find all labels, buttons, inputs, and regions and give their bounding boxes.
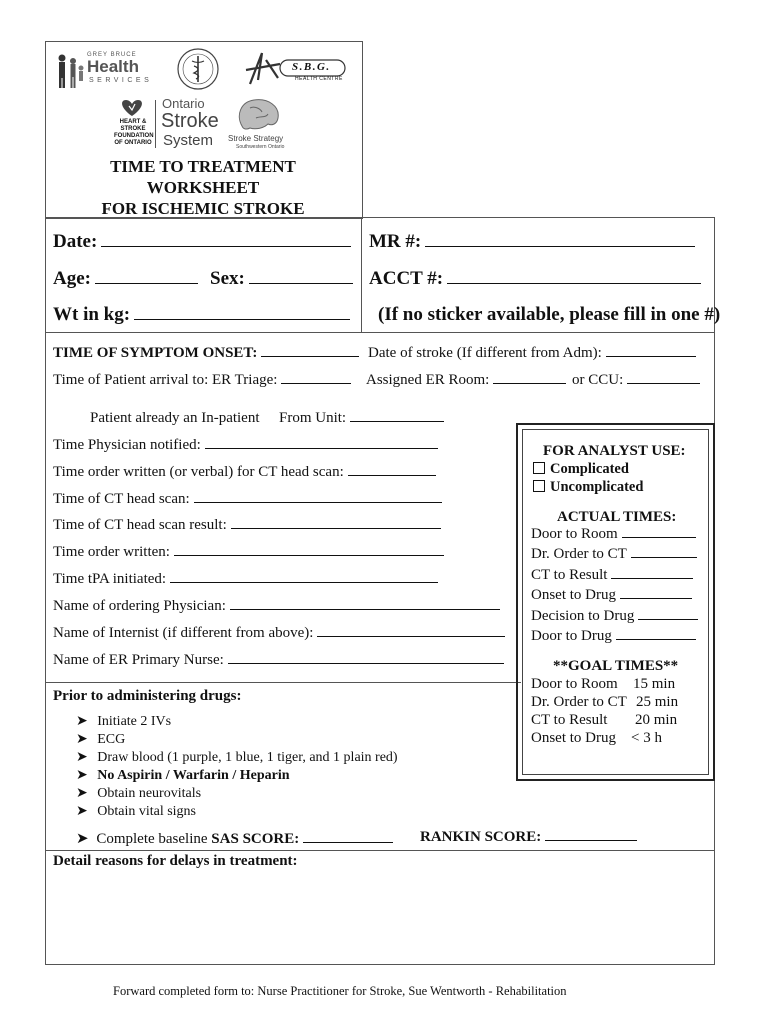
weight-field[interactable] [53,304,350,326]
age-field[interactable] [53,268,198,290]
goal-row [531,730,701,747]
family-silhouette-icon [55,52,85,90]
rankin-score-field[interactable] [420,829,637,846]
form-title [45,156,361,219]
time-order-ct-field[interactable] [53,464,436,481]
stroke-strategy-logo [228,96,300,152]
greybruce-services: SERVICES [89,77,153,84]
time-label: Name of ER Primary Nurse: [53,652,224,668]
actual-label: CT to Result [531,567,608,583]
strategy-label: Stroke Strategy [228,134,284,143]
actual-label: Onset to Drug [531,587,616,603]
checkbox-icon[interactable] [533,462,545,474]
ccu-field[interactable] [572,372,700,389]
sas-score-label: SAS SCORE: [211,831,300,847]
footer-note: Forward completed form to: Nurse Practitioner for Stroke, Sue Wentworth - Rehabilitation [113,984,567,998]
time-label: Name of ordering Physician: [53,598,226,614]
time-ct-scan-field[interactable] [53,491,442,508]
caduceus-seal-icon [176,47,220,91]
actual-label: Decision to Drug [531,608,635,624]
arrow-bullet-icon: ➤ [76,804,88,819]
sticker-note: (If no sticker available, please fill in one #) [378,304,721,325]
strategy-sub: Southwestern Ontario [236,144,285,150]
grey-bruce-logo [55,50,165,90]
checklist-item [76,749,398,766]
assigned-room-label: Assigned ER Room: [366,372,490,388]
actual-decision-to-drug[interactable] [531,608,698,625]
checklist-item [76,731,125,748]
title-line-1: TIME TO TREATMENT [110,157,296,176]
actual-label: Dr. Order to CT [531,546,627,562]
goal-row [531,694,701,711]
goal-label: CT to Result [531,712,608,728]
ccu-label: or CCU: [572,372,624,388]
ontario-label: Ontario [162,96,205,111]
analyst-title: FOR ANALYST USE: [543,443,686,459]
greybruce-small: GREY BRUCE [87,52,137,58]
heart-icon [112,98,152,118]
goal-times-title: **GOAL TIMES** [553,658,679,674]
checklist-item [76,785,201,802]
arrow-bullet-icon: ➤ [76,768,88,783]
checklist-text: Obtain vital signs [97,804,197,819]
er-nurse-field[interactable] [53,652,504,669]
acct-number-field[interactable] [369,268,701,290]
from-unit-label: From Unit: [279,410,347,426]
goal-row [531,712,701,729]
assigned-room-field[interactable] [366,372,566,389]
ontario-stroke-system-logo [155,96,223,152]
checkbox-icon[interactable] [533,480,545,492]
goal-value: 15 min [633,676,676,692]
arrival-label: Time of Patient arrival to: ER Triage: [53,372,278,388]
date-of-stroke-label: Date of stroke (If different from Adm): [368,345,602,361]
uncomplicated-label: Uncomplicated [550,479,644,495]
time-label: Time order written (or verbal) for CT head scan: [53,464,344,480]
section-divider-delays [45,850,714,851]
hsbg-sub: HEALTH CENTRE [295,76,343,82]
goal-value: 25 min [636,694,679,710]
greybruce-health: Health [87,57,139,76]
divider-line [155,100,156,148]
mr-label: MR #: [369,231,422,252]
arrow-bullet-icon: ➤ [76,714,88,729]
checklist-text: No Aspirin / Warfarin / Heparin [97,768,290,783]
checklist-text: Initiate 2 IVs [97,714,172,729]
goal-value: 20 min [635,712,678,728]
arrow-bullet-icon: ➤ [76,732,88,747]
time-label: Time Physician notified: [53,437,201,453]
patient-divider [361,217,362,332]
stroke-label: Stroke [161,110,219,132]
brain-icon [234,96,284,136]
arrow-bullet-icon: ➤ [76,831,89,847]
arrow-bullet-icon: ➤ [76,786,88,801]
checklist-text: Obtain neurovitals [97,786,202,801]
sex-field[interactable] [210,268,353,290]
mr-number-field[interactable] [369,231,695,253]
complicated-checkbox[interactable] [533,461,629,478]
section-divider-top [45,332,714,333]
actual-label: Door to Drug [531,628,612,644]
uncomplicated-checkbox[interactable] [533,479,643,496]
title-line-2: WORKSHEET [146,178,260,197]
delays-textarea[interactable] [50,875,710,959]
baseline-score-row[interactable] [76,829,393,848]
weight-label: Wt in kg: [53,304,131,325]
checklist-item [76,767,290,784]
complicated-label: Complicated [550,461,629,477]
date-field[interactable] [53,231,351,253]
title-line-3: FOR ISCHEMIC STROKE [101,199,305,218]
hsbg-logo [240,50,350,86]
rankin-score-label: RANKIN SCORE: [420,829,542,845]
hospital-seal-logo [176,47,220,91]
date-of-stroke-field[interactable] [368,345,696,362]
goal-value: < 3 h [631,730,662,746]
goal-label: Dr. Order to CT [531,694,627,710]
inpatient-label: Patient already an In-patient [90,410,260,426]
checklist-text: ECG [97,732,126,747]
internist-field[interactable] [53,625,505,642]
system-label: System [163,132,214,149]
actual-onset-to-drug[interactable] [531,587,692,604]
actual-ct-to-result[interactable] [531,567,693,584]
goal-row [531,676,701,693]
age-label: Age: [53,268,91,289]
time-label: Time of CT head scan: [53,491,190,507]
actual-label: Door to Room [531,526,618,542]
section-divider-prior [45,682,521,683]
actual-door-to-room[interactable] [531,526,696,543]
arrow-bullet-icon: ➤ [76,750,88,765]
goal-label: Onset to Drug [531,730,616,746]
symptom-onset-field[interactable] [53,345,359,362]
checklist-item [76,713,171,730]
time-ct-result-field[interactable] [53,517,441,534]
time-tpa-initiated-field[interactable] [53,571,438,588]
checklist-item [76,803,196,820]
acct-label: ACCT #: [369,268,444,289]
hsbg-name: S.B.G. [292,61,331,73]
actual-times-title: ACTUAL TIMES: [557,509,677,525]
actual-door-to-drug[interactable] [531,628,696,645]
symptom-onset-label: TIME OF SYMPTOM ONSET: [53,345,258,361]
prior-heading: Prior to administering drugs: [53,688,242,704]
baseline-prefix: Complete baseline [96,831,208,847]
time-physician-notified-field[interactable] [53,437,438,454]
delays-heading: Detail reasons for delays in treatment: [53,853,298,869]
er-triage-field[interactable] [53,372,351,389]
goal-label: Door to Room [531,676,618,692]
checklist-text: Draw blood (1 purple, 1 blue, 1 tiger, and 1 plain red) [97,750,398,765]
time-order-written-field[interactable] [53,544,444,561]
heart-stroke-foundation-logo [112,98,152,150]
time-label: Time of CT head scan result: [53,517,227,533]
time-label: Time order written: [53,544,170,560]
from-unit-field[interactable] [279,410,444,427]
sex-label: Sex: [210,268,245,289]
date-label: Date: [53,231,98,252]
time-label: Time tPA initiated: [53,571,167,587]
actual-order-to-ct[interactable] [531,546,697,563]
hsf-text: HEART & STROKE FOUNDATION OF ONTARIO [114,119,154,146]
time-label: Name of Internist (if different from above): [53,625,314,641]
ordering-physician-field[interactable] [53,598,500,615]
